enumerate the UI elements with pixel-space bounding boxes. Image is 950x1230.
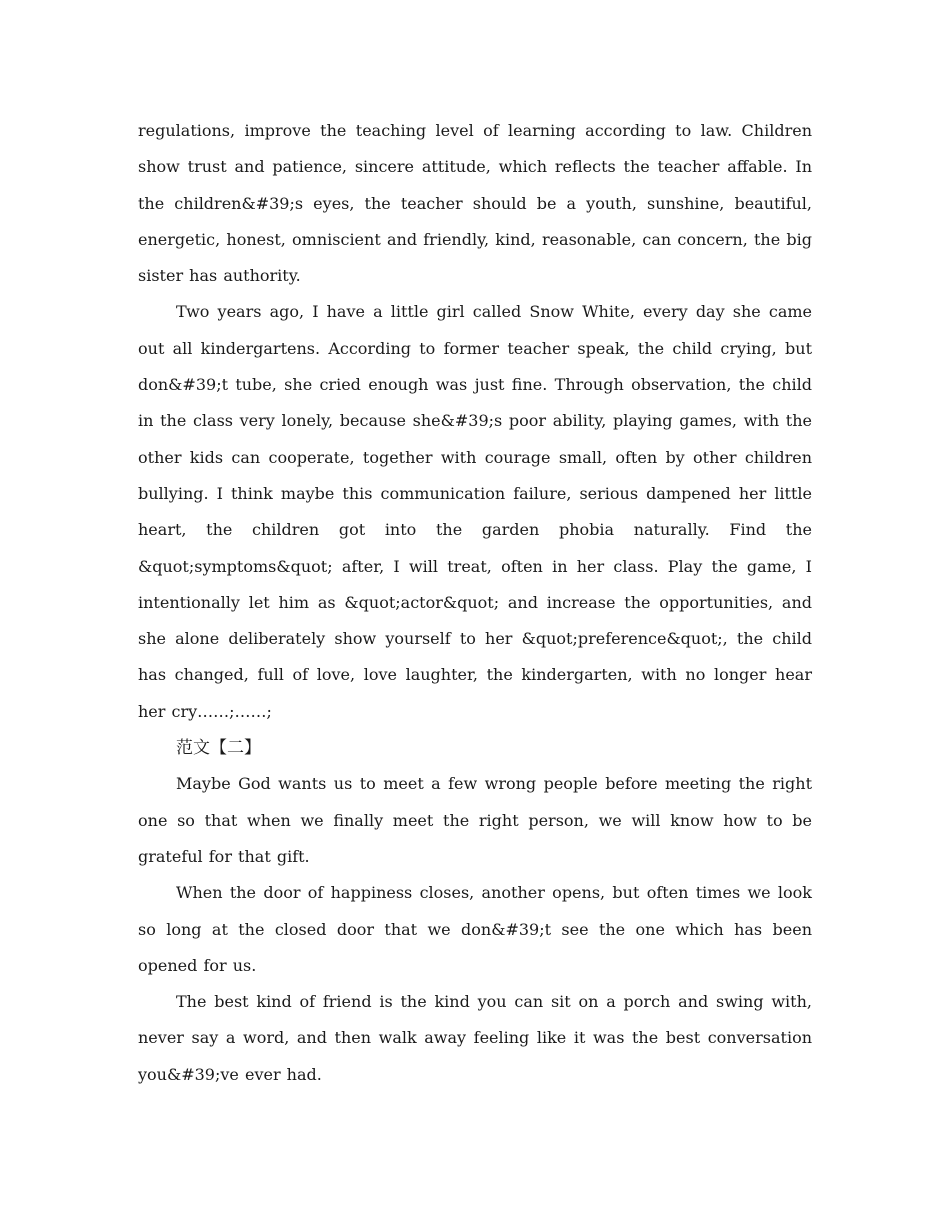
paragraph-wrong-people: Maybe God wants us to meet a few wrong people before meeting the right one so that when we finally meet the right person, we will know how to be grateful for that gift. — [138, 774, 812, 866]
paragraph-door-of-happiness: When the door of happiness closes, another opens, but often times we look so long at the closed door that we don&#39;t see the one which has been opened for us. — [138, 883, 812, 975]
paragraph-continuation: regulations, improve the teaching level of learning according to law. Children show trust and patience, sincere attitude, which reflects the teacher affable. In the children&#39;s eyes, the teacher should be a youth, sunshine, beautiful, energetic, honest, omniscient and friendly, kind, reasonable, can concern, the big sister has authority. — [138, 121, 812, 286]
paragraph-best-friend: The best kind of friend is the kind you can sit on a porch and swing with, never say a word, and then walk away feeling like it was the best conversation you&#39;ve ever had. — [138, 992, 812, 1084]
document-page — [138, 113, 812, 1093]
paragraph-snow-white-story: Two years ago, I have a little girl called Snow White, every day she came out all kindergartens. According to former teacher speak, the child crying, but don&#39;t tube, she cried enough was just fine. Through observation, the child in the class very lonely, because she&#39;s poor ability, playing games, with the other kids can cooperate, together with courage small, often by other children bullying. I think maybe this communication failure, serious dampened her little heart, the children got into the garden phobia naturally. Find the &quot;symptoms&quot; after, I will treat, often in her class. Play the game, I intentionally let him as &quot;actor&quot; and increase the opportunities, and she alone deliberately show yourself to her &quot;preference&quot;, the child has changed, full of love, love laughter, the kindergarten, with no longer hear her cry……;……; — [138, 302, 812, 721]
section-heading: 范文【二】 — [176, 738, 261, 759]
